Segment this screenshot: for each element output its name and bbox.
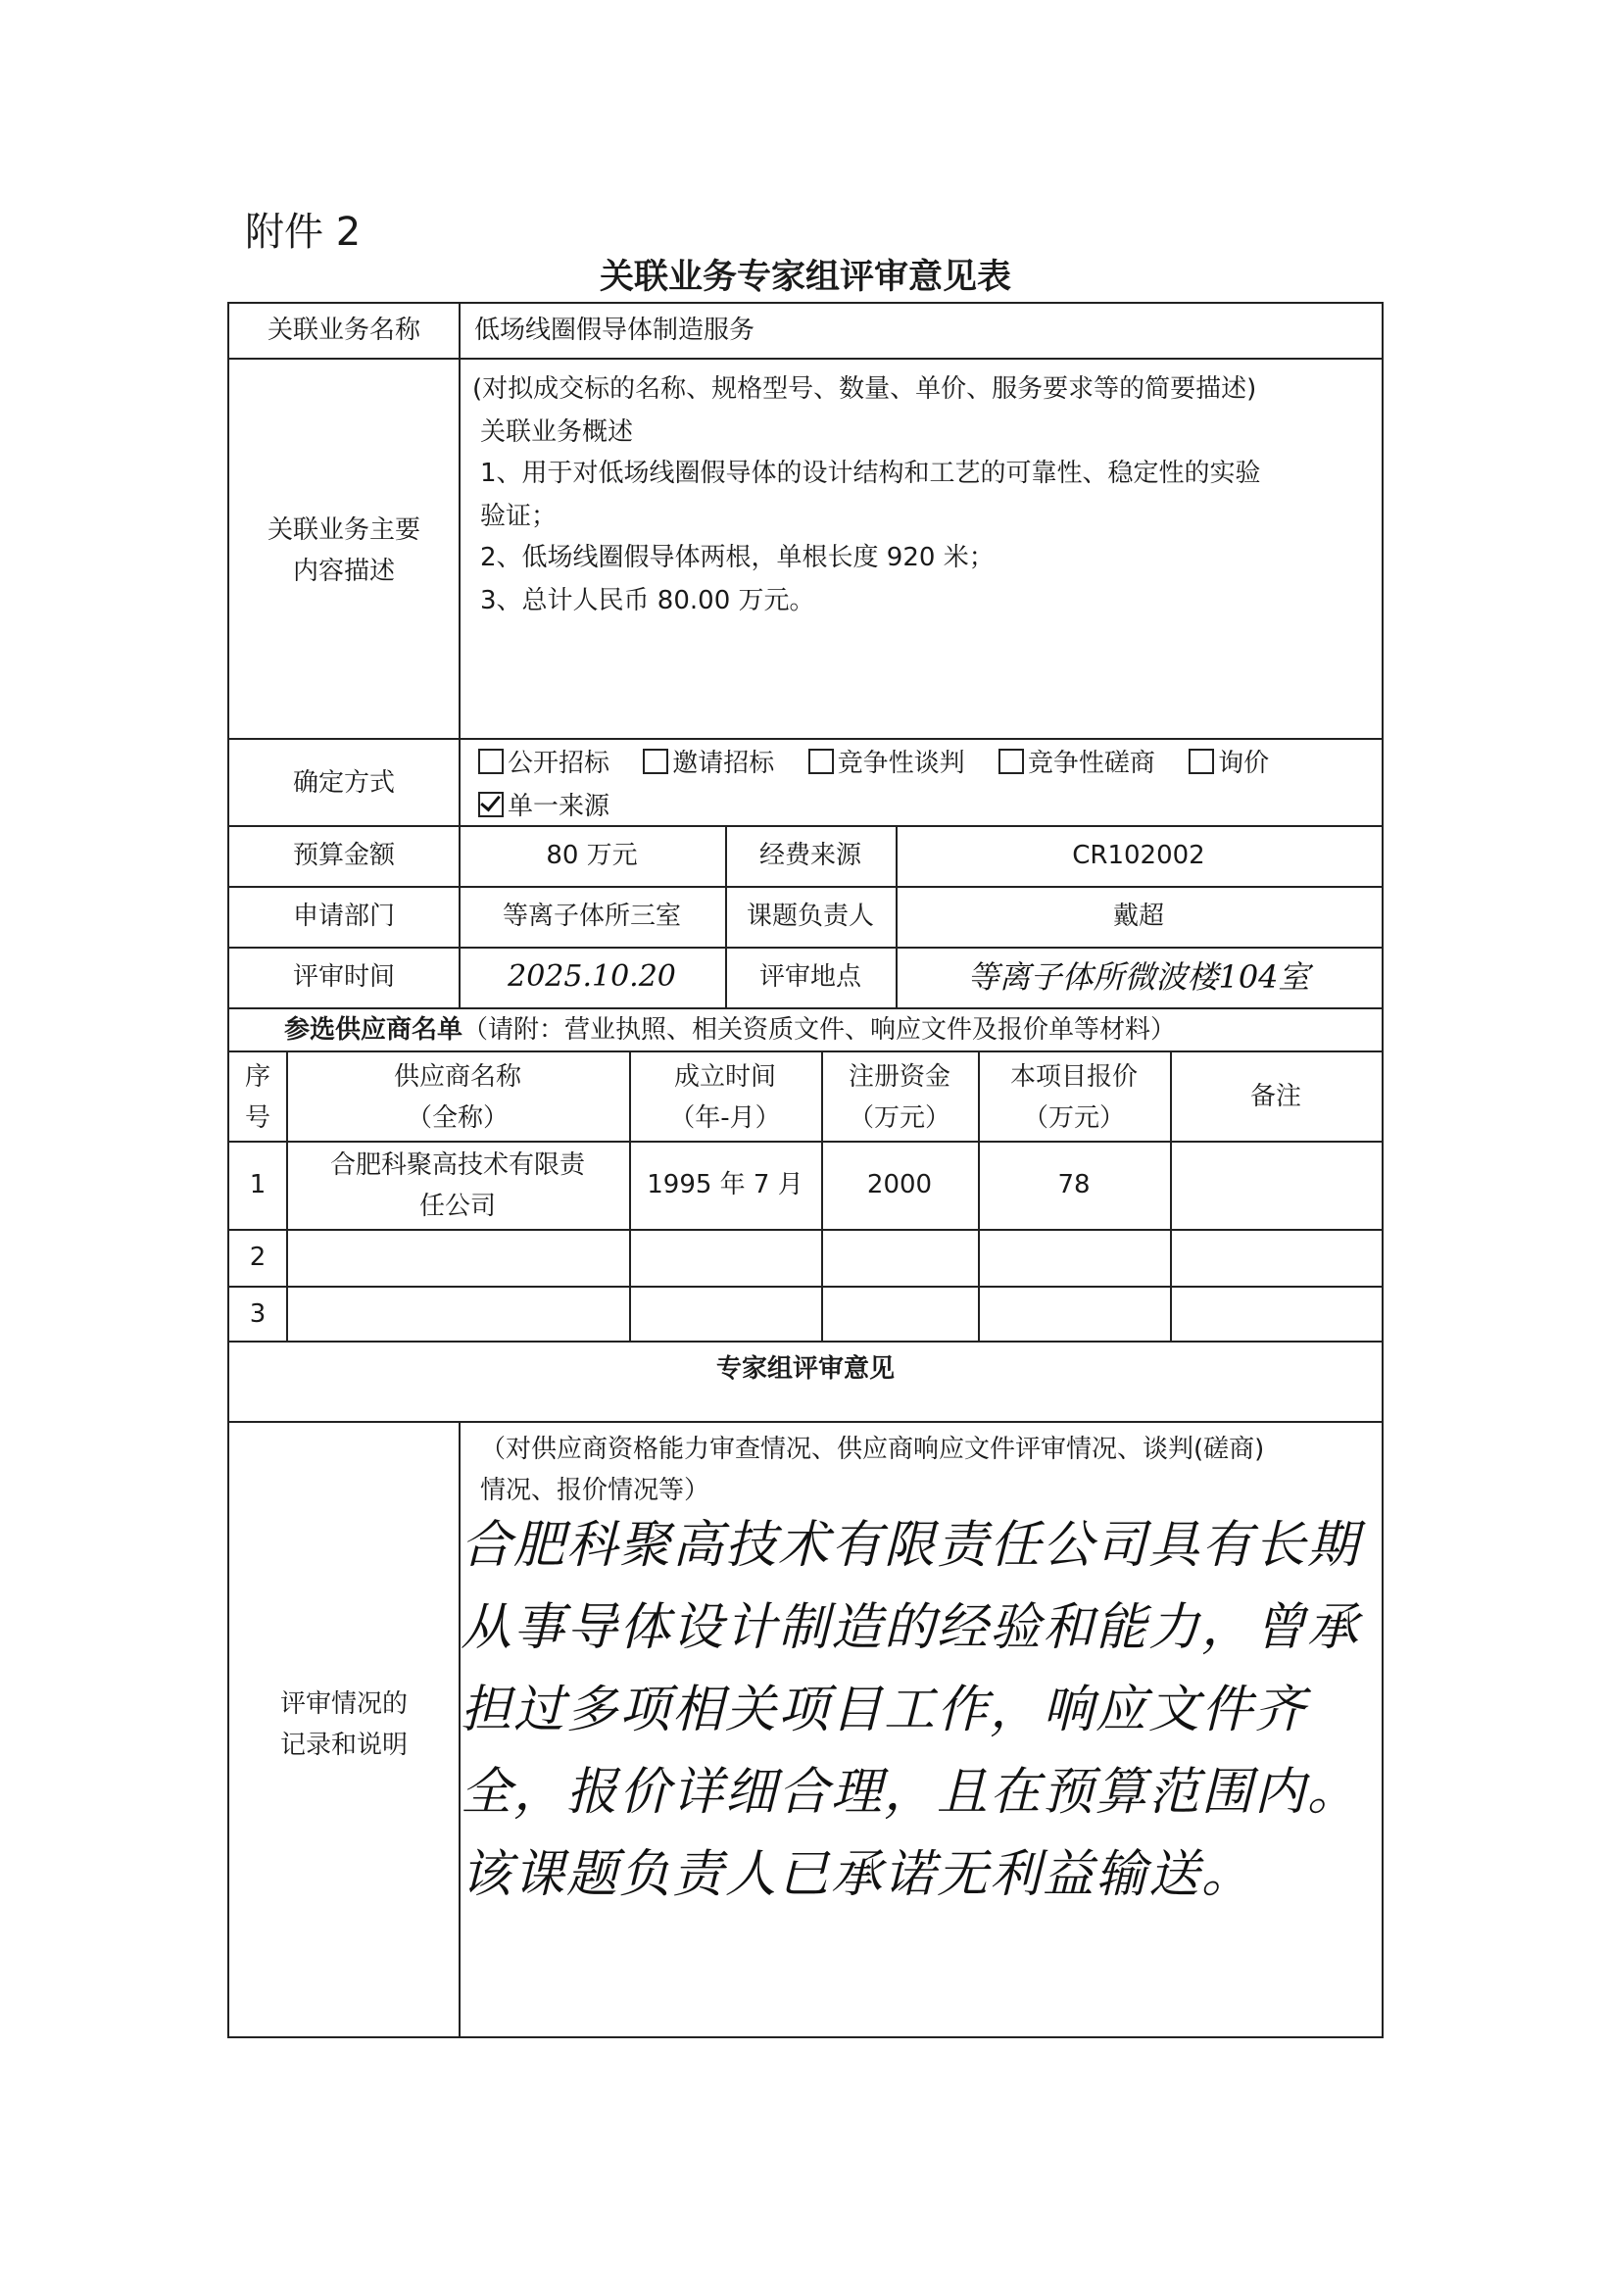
method-option-competitive-consultation[interactable]: 竞争性磋商 [998,749,1155,778]
supplier-name-line2: 任公司 [418,1192,496,1221]
handwritten-review-comments: 合肥科聚高技术有限责任公司具有长期从事导体设计制造的经验和能力，曾承担过多项相关项目工作，响应文件齐全，报价详细合理，且在预算范围内。该课题负责人已承诺无利益输送。 [461,1516,1361,1904]
supplier-price: 78 [1057,1170,1091,1199]
method-option-inquiry[interactable]: 询价 [1189,749,1269,778]
description-line: (对拟成交标的名称、规格型号、数量、单价、服务要求等的简要描述) [472,374,1257,404]
project-leader-value: 戴超 [1112,902,1164,931]
checkbox-icon[interactable] [808,749,834,774]
checkbox-icon[interactable] [643,749,668,774]
budget-value: 80 万元 [546,841,638,870]
review-time-handwritten: 2025.10.20 [508,959,676,994]
business-name-value: 低场线圈假导体制造服务 [474,316,755,345]
department-value: 等离子体所三室 [502,902,681,931]
header-remark: 备注 [1249,1082,1301,1111]
method-option-public-tender[interactable]: 公开招标 [478,749,609,778]
supplier-list-note: （请附：营业执照、相关资质文件、响应文件及报价单等材料） [462,1015,1177,1045]
checkbox-icon[interactable] [478,749,504,774]
checkbox-icon[interactable] [998,749,1024,774]
row-divider [229,947,1382,949]
method-label: 确定方式 [292,768,395,798]
row-divider [229,1286,1382,1288]
fund-source-value: CR102002 [1072,841,1205,870]
supplier-list-title: 参选供应商名单 [284,1015,463,1045]
department-label: 申请部门 [292,902,395,931]
review-record-label-line2: 记录和说明 [279,1731,408,1760]
attachment-label: 附件 2 [245,210,362,255]
fund-source-label: 经费来源 [758,841,861,870]
description-line: 关联业务概述 [480,417,634,447]
row-divider [229,738,1382,740]
header-seq-2: 号 [244,1103,270,1133]
header-seq-1: 序 [244,1062,270,1092]
header-capital-2: （万元） [848,1103,950,1133]
supplier-seq: 2 [249,1243,267,1272]
review-instruction-line1: （对供应商资格能力审查情况、供应商响应文件评审情况、谈判(磋商) [480,1435,1265,1464]
header-founded-2: （年-月） [669,1103,781,1133]
header-capital-1: 注册资金 [848,1062,950,1092]
description-label-line2: 内容描述 [292,557,395,586]
review-instruction-line2: 情况、报价情况等） [480,1476,710,1505]
review-record-label-line1: 评审情况的 [279,1689,408,1719]
review-time-label: 评审时间 [292,962,395,992]
header-price-2: （万元） [1022,1103,1125,1133]
review-place-handwritten: 等离子体所微波楼104室 [967,958,1310,996]
review-place-label: 评审地点 [758,962,861,992]
project-leader-label: 课题负责人 [746,902,874,931]
header-name-1: 供应商名称 [393,1062,521,1092]
description-line: 1、用于对低场线圈假导体的设计结构和工艺的可靠性、稳定性的实验 [480,459,1261,488]
row-divider [229,1229,1382,1231]
header-name-2: （全称） [406,1103,509,1133]
method-option-invited-tender[interactable]: 邀请招标 [643,749,774,778]
description-line: 验证； [480,502,558,531]
description-line: 2、低场线圈假导体两根，单根长度 920 米； [480,543,995,572]
header-price-1: 本项目报价 [1009,1062,1138,1092]
supplier-capital: 2000 [866,1170,933,1199]
supplier-founded: 1995 年 7 月 [647,1170,803,1199]
checked-checkbox-icon[interactable] [478,792,504,817]
method-options-row2 [478,786,635,827]
row-divider [229,886,1382,888]
method-option-single-source[interactable]: 单一来源 [478,792,609,821]
row-divider [229,1341,1382,1343]
budget-label: 预算金额 [292,841,395,870]
supplier-seq: 1 [249,1170,267,1199]
supplier-list-heading [284,1009,1176,1050]
description-line: 3、总计人民币 80.00 万元。 [480,586,815,615]
supplier-seq: 3 [249,1299,267,1329]
method-option-competitive-negotiation[interactable]: 竞争性谈判 [808,749,965,778]
description-label-line1: 关联业务主要 [267,515,420,545]
business-name-label: 关联业务名称 [267,316,420,345]
supplier-name-line1: 合肥科聚高技术有限责 [329,1150,585,1180]
row-divider [229,1050,1382,1052]
row-divider [229,825,1382,827]
row-divider [229,1141,1382,1143]
form-title: 关联业务专家组评审意见表 [599,258,1011,297]
row-divider [229,358,1382,360]
header-founded-1: 成立时间 [673,1062,776,1092]
expert-opinion-heading: 专家组评审意见 [715,1354,895,1384]
row-divider [229,1421,1382,1423]
checkbox-icon[interactable] [1189,749,1214,774]
method-options-row1 [478,743,1294,784]
